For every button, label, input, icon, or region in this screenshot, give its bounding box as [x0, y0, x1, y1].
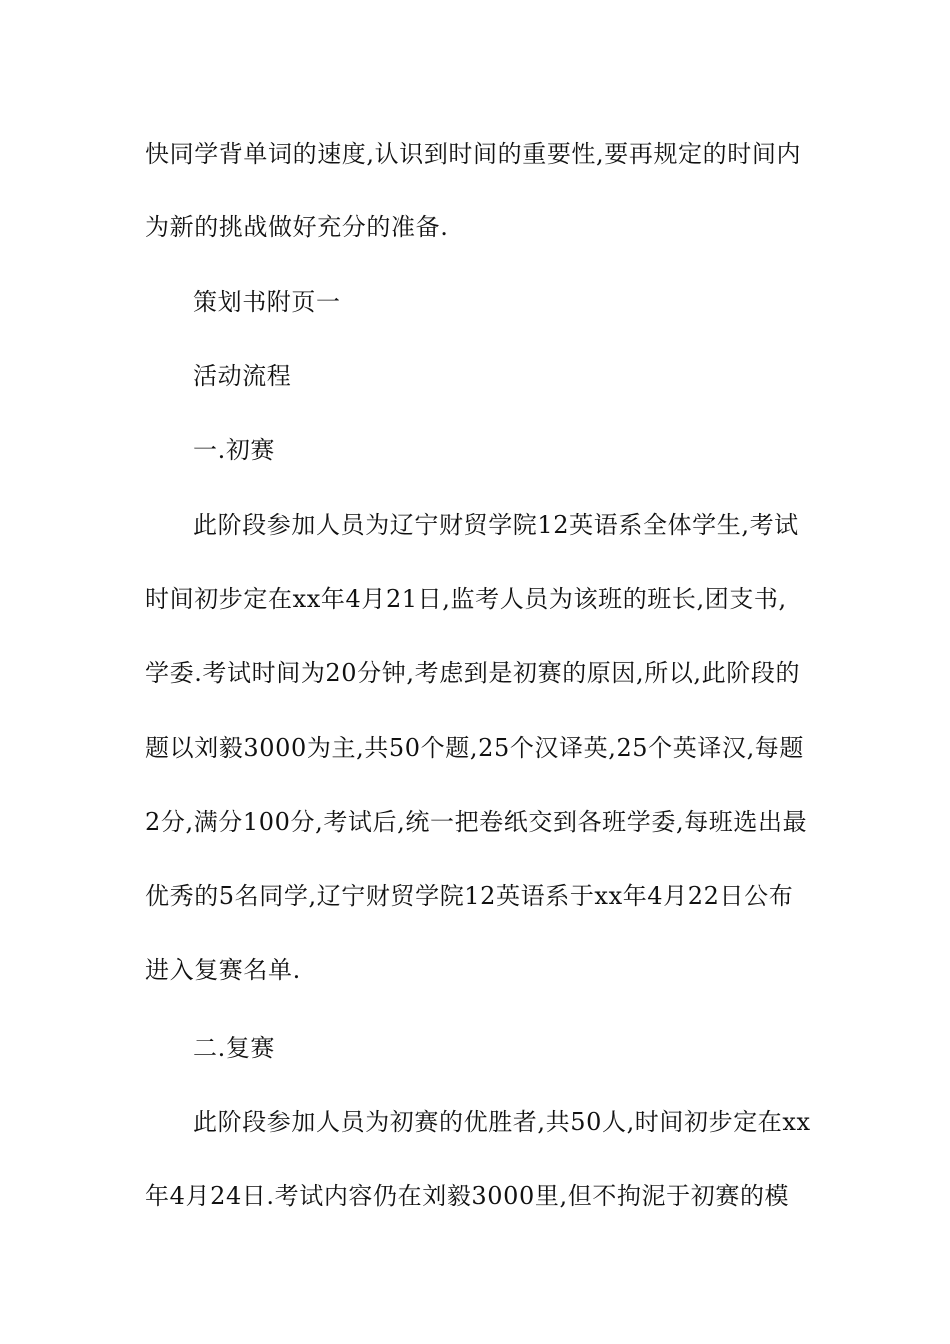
subsection-heading: 二.复赛	[193, 1034, 276, 1062]
body-text-line: 题以刘毅3000为主,共50个题,25个汉译英,25个英译汉,每题	[145, 734, 805, 762]
body-text-line: 2分,满分100分,考试后,统一把卷纸交到各班学委,每班选出最	[145, 808, 808, 836]
body-text-line: 优秀的5名同学,辽宁财贸学院12英语系于xx年4月22日公布	[145, 882, 794, 910]
body-text-line: 此阶段参加人员为辽宁财贸学院12英语系全体学生,考试	[193, 511, 799, 539]
body-text-line: 学委.考试时间为20分钟,考虑到是初赛的原因,所以,此阶段的	[145, 659, 801, 687]
body-text-line: 时间初步定在xx年4月21日,监考人员为该班的班长,团支书,	[145, 585, 787, 613]
appendix-heading: 策划书附页一	[193, 288, 341, 316]
body-text-line: 进入复赛名单.	[145, 956, 301, 984]
body-text-line: 为新的挑战做好充分的准备.	[145, 213, 449, 241]
subsection-heading: 一.初赛	[193, 436, 276, 464]
body-text-line: 快同学背单词的速度,认识到时间的重要性,要再规定的时间内	[145, 140, 802, 168]
body-text-line: 此阶段参加人员为初赛的优胜者,共50人,时间初步定在xx	[193, 1108, 811, 1136]
body-text-line: 年4月24日.考试内容仍在刘毅3000里,但不拘泥于初赛的模	[145, 1182, 790, 1210]
section-heading: 活动流程	[193, 362, 292, 390]
